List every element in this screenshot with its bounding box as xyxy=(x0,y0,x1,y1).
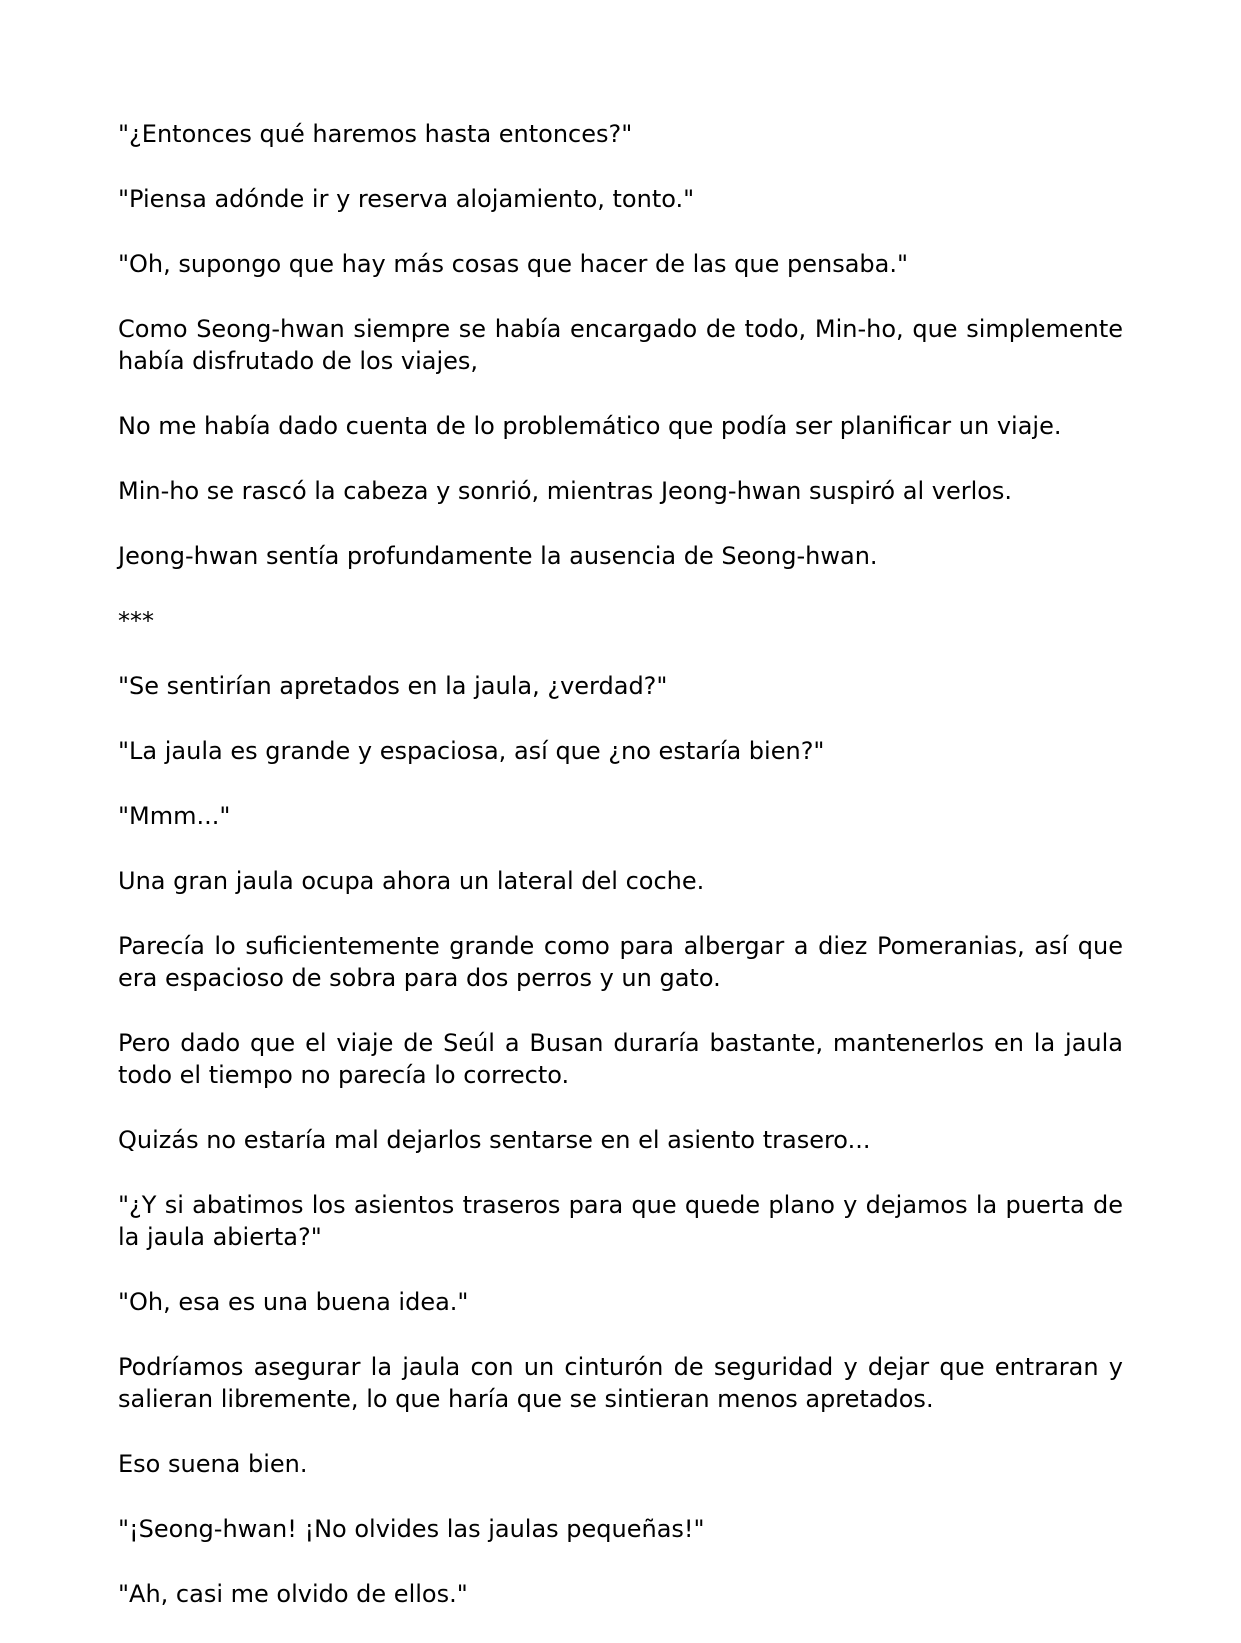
paragraph: Eso suena bien. xyxy=(118,1450,308,1478)
paragraph: "¡Seong-hwan! ¡No olvides las jaulas pequeñas!" xyxy=(118,1515,705,1543)
paragraph: Podríamos asegurar la jaula con un cinturón de seguridad y dejar que entraran y salieran libremente, lo que haría que se sintieran menos apretados. xyxy=(118,1353,1123,1413)
paragraph: Una gran jaula ocupa ahora un lateral del coche. xyxy=(118,867,705,895)
body-text xyxy=(118,118,1123,1643)
paragraph: Quizás no estaría mal dejarlos sentarse en el asiento trasero... xyxy=(118,1126,871,1154)
scene-break: *** xyxy=(118,607,154,635)
paragraph: Parecía lo suficientemente grande como para albergar a diez Pomeranias, así que era espacioso de sobra para dos perros y un gato. xyxy=(118,932,1123,992)
paragraph: Como Seong-hwan siempre se había encargado de todo, Min-ho, que simplemente había disfrutado de los viajes, xyxy=(118,315,1123,375)
paragraph: "Ah, casi me olvido de ellos." xyxy=(118,1580,468,1608)
paragraph: "Piensa adónde ir y reserva alojamiento, tonto." xyxy=(118,185,695,213)
paragraph: Jeong-hwan sentía profundamente la ausencia de Seong-hwan. xyxy=(118,542,878,570)
paragraph: "¿Y si abatimos los asientos traseros para que quede plano y dejamos la puerta de la jaula abierta?" xyxy=(118,1191,1123,1251)
paragraph: "La jaula es grande y espaciosa, así que ¿no estaría bien?" xyxy=(118,737,825,765)
paragraph: Min-ho se rascó la cabeza y sonrió, mientras Jeong-hwan suspiró al verlos. xyxy=(118,477,1013,505)
paragraph: Pero dado que el viaje de Seúl a Busan duraría bastante, mantenerlos en la jaula todo el tiempo no parecía lo correcto. xyxy=(118,1029,1123,1089)
paragraph: "Oh, supongo que hay más cosas que hacer de las que pensaba." xyxy=(118,250,909,278)
paragraph: "Mmm..." xyxy=(118,802,231,830)
paragraph: "¿Entonces qué haremos hasta entonces?" xyxy=(118,120,633,148)
paragraph: "Se sentirían apretados en la jaula, ¿verdad?" xyxy=(118,672,668,700)
paragraph: No me había dado cuenta de lo problemático que podía ser planificar un viaje. xyxy=(118,412,1062,440)
paragraph: "Oh, esa es una buena idea." xyxy=(118,1288,469,1316)
